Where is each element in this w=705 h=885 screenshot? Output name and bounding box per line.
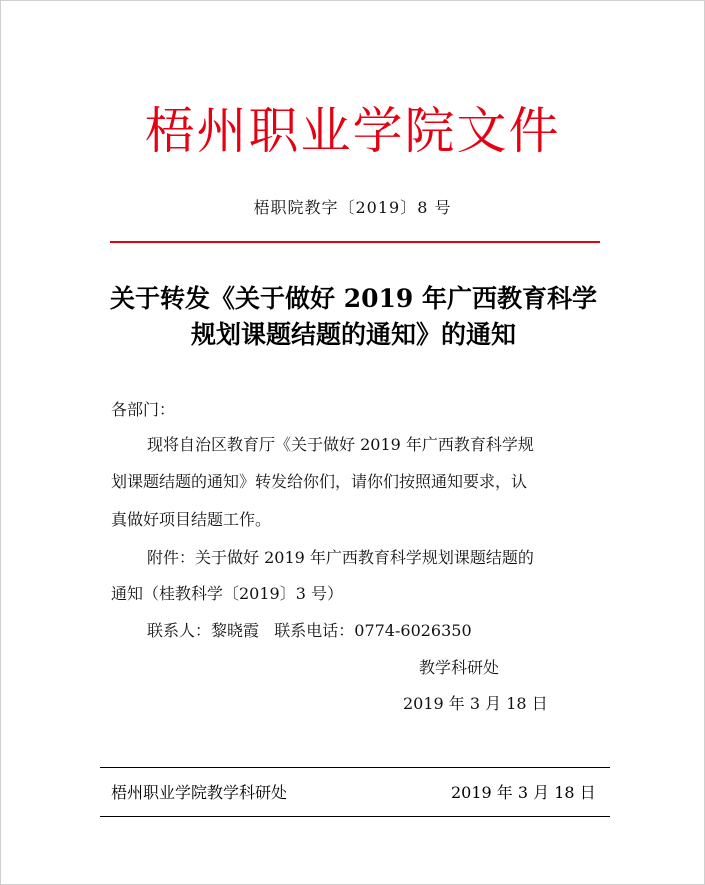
attachment-line: 附件：关于做好 2019 年广西教育科学规划课题结题的 <box>147 548 534 567</box>
body-paragraph-line: 现将自治区教育厅《关于做好 2019 年广西教育科学规 <box>147 435 534 454</box>
document-number: 梧职院教字〔2019〕8 号 <box>253 198 452 217</box>
footer-issuer: 梧州职业学院教学科研处 <box>111 783 288 802</box>
document-header-title: 梧州职业学院文件 <box>144 102 561 160</box>
attachment-line: 通知（桂教科学〔2019〕3 号） <box>111 584 343 603</box>
salutation: 各部门： <box>111 400 176 419</box>
footer-top-rule <box>100 767 610 768</box>
signature-department: 教学科研处 <box>419 658 500 677</box>
body-paragraph-line: 划课题结题的通知》转发给你们，请你们按照通知要求，认 <box>111 472 528 491</box>
document-title-line-2: 规划课题结题的通知》的通知 <box>190 320 516 349</box>
red-divider <box>110 241 600 243</box>
contact-info: 联系人：黎晓霞 联系电话：0774-6026350 <box>147 621 472 640</box>
footer-bottom-rule <box>100 816 610 817</box>
signature-date: 2019 年 3 月 18 日 <box>403 694 548 713</box>
body-paragraph-line: 真做好项目结题工作。 <box>111 510 272 529</box>
document-title-line-1: 关于转发《关于做好 2019 年广西教育科学 <box>110 284 597 313</box>
footer-date: 2019 年 3 月 18 日 <box>451 783 596 802</box>
